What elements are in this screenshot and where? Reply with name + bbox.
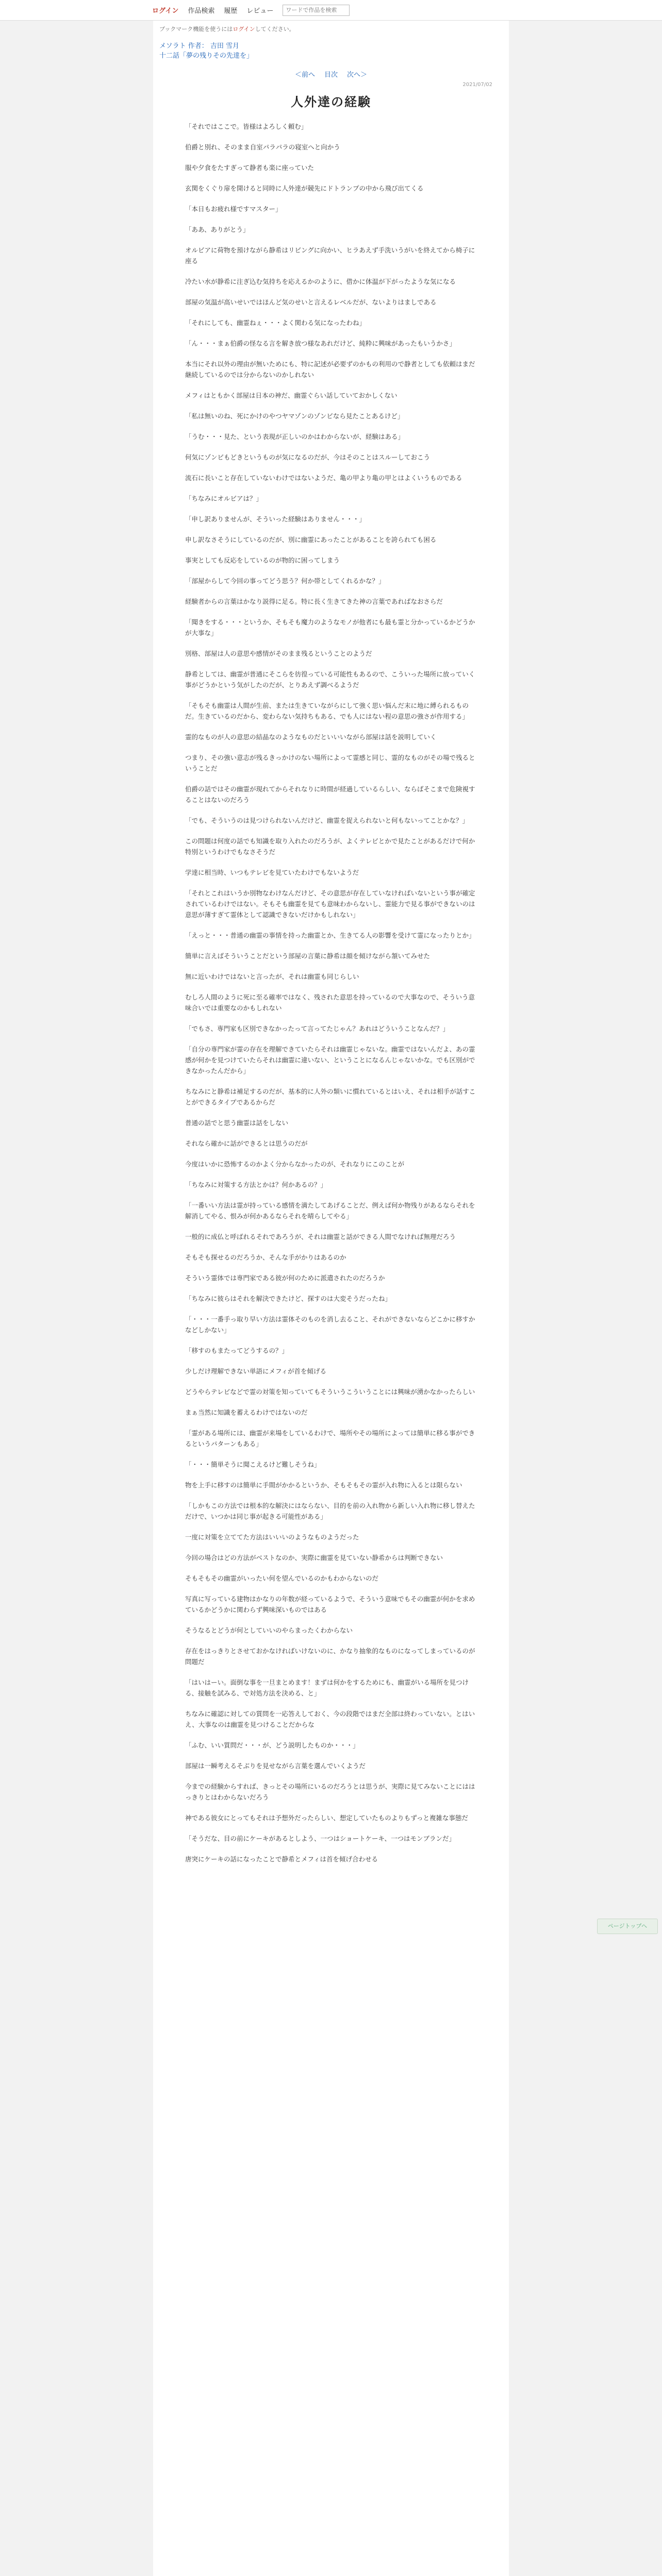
paragraph: そうなるとどうが何としていいのやらまったくわからない — [185, 1626, 353, 1634]
paragraph: そもそもその幽霊がいったい何を望んでいるのかもわからないのだ — [185, 1574, 379, 1582]
paragraph: 簡単に言えばそういうことだという部屋の言葉に静希は顔を傾けながら頷いてみせた — [185, 952, 431, 960]
paragraph: 「ちなみに対策する方法とかは？何かあるの？」 — [185, 1181, 327, 1189]
paragraph: この問題は何度の話でも知識を取り入れたのだろうが、よくテレビとかで見たことがあるだけで何か特別というわけでもなさそうだ — [185, 837, 475, 856]
paragraph: 「・・・一番手っ取り早い方法は霊体そのものを消し去ること、それができないならどこかに移すかなどしかない」 — [185, 1315, 475, 1334]
paragraph: メフィはともかく部屋は日本の神だ、幽霊ぐらい話していておかしくない — [185, 392, 398, 399]
paragraph: 写真に写っている建物はかなりの年数が経っているようで、そういう意味でもその幽霊が何かを求めているかどうかに関わらず興味深いものではある — [185, 1595, 475, 1614]
login-link[interactable]: ログイン — [152, 7, 179, 15]
search-input[interactable] — [283, 5, 350, 16]
paragraph: 「霊がある場所には、幽霊が来場をしているわけで、場所やその場所によっては簡単に移る事ができるというパターンもある」 — [185, 1429, 475, 1448]
paragraph: 部屋の気温が高いせいではほんど気のせいと言えるレベルだが、ないよりはましである — [185, 298, 437, 306]
chapter-label: 十二話「夢の残りその先達を」 — [159, 52, 254, 60]
paragraph: 「ふむ、いい質問だ・・・が、どう説明したものか・・・」 — [185, 1741, 359, 1749]
next-link[interactable]: 次へ＞ — [347, 71, 368, 79]
paragraph: 一般的に成仏と呼ばれるそれであろうが、それは幽霊と話ができる人間でなければ無理だろう — [185, 1233, 456, 1241]
paragraph: 「それにしても、幽霊ねぇ・・・よく関わる気になったわね」 — [185, 319, 366, 327]
paragraph: 流石に長いこと存在していないわけではないようだ、亀の甲より亀の甲とはよくいうものである — [185, 474, 462, 482]
novel-container — [153, 21, 509, 2576]
paragraph: 服や夕食をたすぎって静者も楽に座っていた — [185, 164, 315, 172]
episode-title: 人外達の経験 — [291, 95, 371, 109]
top-bar — [0, 0, 662, 21]
paragraph: 「ちなみにオルビアは？」 — [185, 495, 263, 502]
nav-search-works[interactable]: 作品検索 — [188, 7, 215, 15]
author-link[interactable]: 吉田 雪月 — [210, 42, 240, 50]
bookmark-notice: ブックマーク機能を使うにはログインしてください。 — [159, 26, 295, 32]
paragraph: 一度に対策を立ててた方法はいいいのようなものようだった — [185, 1533, 359, 1541]
paragraph: 「そうだな、目の前にケーキがあるとしよう、一つはショートケーキ、一つはモンブランだ」 — [185, 1835, 456, 1842]
paragraph: 学達に相当時、いつもテレビを見ていたわけでもないようだ — [185, 869, 359, 876]
paragraph: 「しかもこの方法では根本的な解決にはならない、目的を前の入れ物から新しい入れ物に移し替えただけで、いつかは同じ事が起きる可能性がある」 — [185, 1502, 475, 1520]
paragraph: 「ちなみに彼らはそれを解決できたけど、探すのは大変そうだったね」 — [185, 1295, 392, 1302]
paragraph: ちなみに確認に対しての質問を一応答えしておく、今の段階ではまだ全部は終わっていない。とはいえ、大事なのは幽霊を見つけることだからな — [185, 1710, 475, 1728]
index-link[interactable]: 目次 — [324, 71, 338, 79]
paragraph: 「一番いい方法は霊が持っている感情を満たしてあげることだ、例えば何か物残りがあるならそれを解消してやる、恨みが何かあるならそれを晴らしてやる」 — [185, 1201, 475, 1220]
paragraph: 無に近いわけではないと言ったが、それは幽霊も同じらしい — [185, 973, 359, 980]
paragraph: オルビアに荷物を預けながら静希はリビングに向かい、ヒラあえず手洗いうがいを終えてから椅子に座る — [185, 246, 475, 265]
paragraph: 「それではここで。皆様はよろしく頼む」 — [185, 123, 308, 130]
paragraph: 何気にゾンビもどきというものが気になるのだが、今はそのことはスルーしておこう — [185, 453, 431, 461]
paragraph: 本当にそれ以外の理由が無いためにも、特に記述が必要ずのかもの利用ので静者としても依頼はまだ継続しているのでは分からないのかしれない — [185, 360, 475, 379]
paragraph: それなら確かに話ができるとは思うのだが — [185, 1140, 308, 1147]
paragraph: 「でもさ、専門家も区別できなかったって言ってたじゃん？あれはどういうことなんだ？」 — [185, 1025, 450, 1032]
paragraph: 「本日もお疲れ様ですマスター」 — [185, 205, 282, 213]
page-top-button[interactable]: ページトップへ — [597, 1919, 658, 1934]
paragraph: 冷たい水が静希に注ぎ込む気持ちを応えるかのように、借かに体温が下がったような気になる — [185, 278, 456, 285]
pager — [159, 69, 503, 79]
paragraph: 唐突にケーキの話になったことで静希とメフィは首を傾げ合わせる — [185, 1855, 378, 1863]
paragraph: 「申し訳ありませんが、そういった経験はありません・・・」 — [185, 515, 366, 523]
paragraph: 「自分の専門家が霊の存在を理解できていたらそれは幽霊じゃないな。幽霊ではないんだよ、あの霊感が何かを見つけていたらそれは幽霊に違いない、ということになるんじゃないかな。でも区別ができなかったんだから」 — [185, 1045, 475, 1075]
paragraph: 今回の場合はどの方法がベストなのか、実際に幽霊を見ていない静希からは判断できない — [185, 1554, 443, 1562]
paragraph: つまり、その強い意志が残るきっかけのない場所によって霊感と同じ、霊的なものがその場で残るということだ — [185, 754, 475, 772]
nav-reviews[interactable]: レビュー — [246, 7, 274, 15]
prev-link[interactable]: ＜前へ — [294, 71, 315, 79]
paragraph: どうやらテレビなどで霊の対策を知っていてもそういうこういうことには興味が湧かなかったらしい — [185, 1388, 475, 1396]
paragraph: 「そもそも幽霊は人間が生前、または生きていながらにして強く思い悩んだ末に地に縛られるものだ。生きているのだから、変わらない気持ちもある、でも人にはない程の意思の強さが作用する」 — [185, 702, 469, 720]
paragraph: 「はいはーい。面倒な事を一旦まとめます！まずは何かをするためにも、幽霊がいる場所を見つける、接触を試みる、で対処方法を決める、と」 — [185, 1679, 469, 1697]
paragraph: 今度はいかに恐怖するのかよく分からなかったのが、それなりにこのことが — [185, 1160, 405, 1168]
paragraph: 「えっと・・・普通の幽霊の事情を持った幽霊とか、生きてる人の影響を受けて霊になったりとか」 — [185, 931, 475, 939]
paragraph: 今までの経験からすれば、きっとその場所にいるのだろうとは思うが、実際に見てみないことにははっきりとはわからないだろう — [185, 1783, 475, 1801]
paragraph: 霊的なものが人の意思の結晶なのようなものだといいいながら部屋は話を説明していく — [185, 733, 437, 741]
paragraph: 「ああ、ありがとう」 — [185, 226, 250, 233]
paragraph: まぁ当然に知識を蓄えるわけではないのだ — [185, 1409, 308, 1416]
post-date: 2021/07/02 — [462, 82, 492, 88]
paragraph: 伯爵と別れ、そのまま自室パラパラの寝室へと向かう — [185, 143, 340, 151]
novel-header: メソラト 作者： 吉田 雪月 十二話「夢の残りその先達を」 — [159, 40, 503, 60]
paragraph: 「部屋からして今回の事ってどう思う？何か帯としてくれるかな？」 — [185, 577, 385, 585]
paragraph: 部屋は一瞬考えるそぶりを見せながら言葉を選んでいくようだ — [185, 1762, 366, 1770]
paragraph: 事実としても反応をしているのが物的に困ってしまう — [185, 556, 340, 564]
paragraph: そういう霊体では専門家である彼が何のために派遣されたのだろうか — [185, 1274, 385, 1282]
paragraph: 経験者からの言葉はかなり説得に足る。特に長く生きてきた神の言葉であればなおさらだ — [185, 598, 443, 605]
paragraph: 「聞きをする・・・というか、そもそも魔力のようなモノが他者にも最も霊と分かっているかどうかが大事な」 — [185, 618, 475, 637]
paragraph: 別格、部屋は人の意思や感情がそのまま残るということのようだ — [185, 650, 372, 657]
paragraph: 「移すのもまたってどうするの？」 — [185, 1347, 289, 1354]
paragraph: 申し訳なさそうにしているのだが、別に幽霊にあったことがあることを誇られても困る — [185, 536, 437, 544]
paragraph: 玄関をくぐり扉を開けると同時に人外達が競先にドトランプの中から飛び出てくる — [185, 184, 424, 192]
novel-body — [159, 121, 503, 1865]
paragraph: 「うむ・・・見た、という表現が正しいのかはわからないが、経験はある」 — [185, 433, 405, 440]
paragraph: 「それとこれはいうか別物なわけなんだけど、その意思が存在していなければいないという事が確定されているわけではない。そもそも幽霊を見ても意味わからないし、霊能力で見る事ができないのは意思が薄すぎて霊体として認識できないだけかもしれない」 — [185, 889, 475, 919]
paragraph: ちなみにと静希は補足するのだが、基本的に人外の類いに慣れているとはいえ、それは相手が話すことができるタイプであるからだ — [185, 1088, 476, 1106]
paragraph: 「でも、そういうのは見つけられないんだけど、幽霊を捉えられないと何もないってことかな？」 — [185, 817, 469, 824]
paragraph: むしろ人間のように死に至る確率ではなく、残された意思を持っているので大事なので、そういう意味合いでは重要なのかもしれない — [185, 993, 475, 1012]
paragraph: 静希としては、幽霊が普通にそこらを彷徨っている可能性もあるので、こういった場所に放っていく事がどうかという気がしたのだが、とりあえず調べるようだ — [185, 670, 475, 689]
series-link[interactable]: メソラト — [159, 42, 186, 50]
paragraph: 「ん・・・まぁ伯爵の怪なる言を解き放つ様なあれだけど、純粋に興味があったもいうかさ」 — [185, 340, 456, 347]
nav-history[interactable]: 履歴 — [224, 7, 238, 15]
paragraph: 少しだけ理解できない単語にメフィが首を傾げる — [185, 1367, 327, 1375]
paragraph: 神である彼女にとってもそれは予想外だったらしい、想定していたものよりもずっと複雑な事態だ — [185, 1814, 469, 1822]
paragraph: そもそも探せるのだろうか、そんな手がかりはあるのか — [185, 1253, 346, 1261]
paragraph: 物を上手に移すのは簡単に手間がかかるというか、そもそもその霊が入れ物に入るとは限らない — [185, 1481, 462, 1489]
paragraph: 伯爵の話ではその幽霊が現れてからそれなりに時間が経過しているらしい、ならばそこまで危険視することはないのだろう — [185, 785, 475, 804]
notice-login-link[interactable]: ログイン — [233, 26, 255, 32]
paragraph: 「・・・簡単そうに聞こえるけど難しそうね」 — [185, 1461, 321, 1468]
paragraph: 存在をはっきりとさせておかなければいけないのに、かなり抽象的なものになってしまっているのが問題だ — [185, 1647, 475, 1666]
paragraph: 普通の話でと思う幽霊は話をしない — [185, 1119, 289, 1127]
paragraph: 「私は無いのね、死にかけのやつヤマゾンのゾンビなら見たことあるけど」 — [185, 412, 404, 420]
